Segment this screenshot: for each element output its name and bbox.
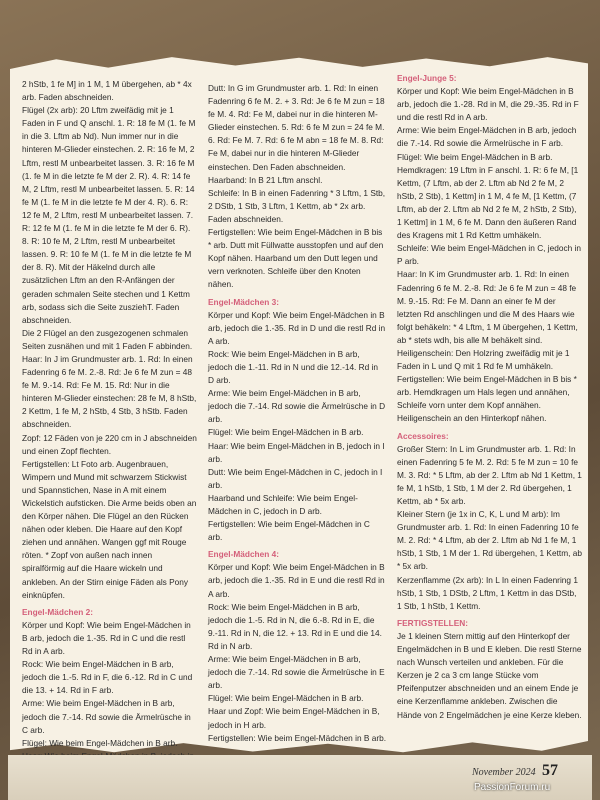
paragraph	[208, 601, 386, 653]
paragraph	[397, 508, 582, 573]
section-heading	[397, 617, 582, 630]
paragraph-text: Körper und Kopf: Wie beim Engel-Mädchen in B arb, jedoch die 1.-35. Rd in C und die restl Rd in A arb.	[22, 619, 191, 657]
section-heading	[397, 430, 582, 443]
paragraph	[208, 226, 386, 291]
section-heading	[397, 72, 582, 85]
section-heading-text: Accessoires:	[397, 430, 449, 441]
paragraph-text: Die 2 Flügel an den zusgezogenen schmalen Seiten zusnähen und mit 1 Faden F abbinden.	[22, 327, 193, 351]
paragraph-text: Flügel (2x arb): 20 Lftm zweifädig mit je 1 Faden in F und Q anschl. 1. R: 18 fe M (1. fe M in die 3. Lftm ab Nd). Nun immer nur in die hinteren M-Glieder einstechen. 2. R: 16 fe M, 2 Lftm, restl M unbearbeitet lassen. 3. R: 16 fe M (1. fe M in die letzte fe M der 2. R). 4. R: 14 fe M, 2 Lftm, restl M unbearbeitet lassen. 5. R: 14 fe M (1. fe M in die letzte fe M der 4. R). 6. R: 12 fe M, 2 Lftm, restl M unbearbeitet lassen. 7. R: 12 fe M (1. fe M in die letzte fe M der 6. R). 8. R: 10 fe M, 2 Lftm, restl M unbearbeitet lassen. 9. R: 10 fe M (1. fe M in die letzte fe M der 8. R). Mit der Häkelnd durch alle zusätzlichen Lftm an den R-Anfängen der geraden schmalen Seite stechen und 1 Kettm arb, sodass sich die Seite zusziehT. Faden abschneiden.	[22, 105, 196, 325]
paragraph	[397, 443, 582, 508]
paragraph-text: Fertigstellen: Wie beim Engel-Mädchen in B arb.	[208, 732, 387, 743]
paragraph	[208, 174, 386, 187]
paragraph	[22, 432, 197, 458]
paragraph-text: Körper und Kopf: Wie beim Engel-Mädchen in B arb, jedoch die 1.-35. Rd in E und die restl Rd in A arb.	[208, 562, 385, 599]
paragraph-text: Fertigstellen: Wie beim Engel-Mädchen in B bis * arb. Dutt mit Füllwatte ausstopfen und auf den Kopf nähen. Haarband um den Dutt legen und vern verknoten. Schleife über den Knoten nähen.	[208, 227, 384, 290]
paragraph	[397, 242, 582, 268]
paragraph	[397, 85, 582, 124]
paragraph	[208, 732, 386, 745]
paragraph-text: Rock: Wie beim Engel-Mädchen in B arb, jedoch die 1.-5. Rd in N, die 6.-8. Rd in E, die 9.-11. Rd in N, die 12. + 13. Rd in E und die 14. Rd in N arb.	[208, 601, 382, 651]
paragraph-text: Rock: Wie beim Engel-Mädchen in B arb, jedoch die 1.-5. Rd in F, die 6.-12. Rd in C und die 13. + 14. Rd in F arb.	[22, 659, 193, 696]
paragraph	[22, 619, 197, 658]
paragraph	[397, 164, 582, 243]
paragraph	[397, 151, 582, 164]
paragraph	[22, 353, 197, 432]
paragraph-text: Schleife: In B in einen Fadenring * 3 Lftm, 1 Stb, 2 DStb, 1 Stb, 3 Lftm, 1 Kettm, ab * 2x arb. Faden abschneiden.	[208, 187, 386, 224]
paragraph-text: Kleiner Stern (je 1x in C, K, L und M arb): Im Grundmuster arb. 1. Rd: In einen Fadenring 10 fe M. 2. Rd: * 4 Lftm, ab der 2. Lftm ab Nd 1 fe M, 1 hStb, 1 Stb, 1 M der 1. Rd übergehen, 1 Kettm, ab * 5x arb.	[397, 509, 582, 572]
paragraph	[397, 574, 582, 613]
paragraph-text: Zopf: 12 Fäden von je 220 cm in J abschneiden und einen Zopf flechten.	[22, 432, 197, 456]
paragraph	[22, 78, 197, 104]
paragraph-text: Flügel: Wie beim Engel-Mädchen in B arb.	[208, 693, 364, 704]
paragraph-text: Je 1 kleinen Stern mittig auf den Hinterkopf der Engelmädchen in B und E kleben. Die restl Sterne nach Wunsch verteilen und ankleben. Für die Kerzen je 2 ca 3 cm lange Stücke vom Pfeifenputzer abschneiden und an einem Ende je eine Kerzenflamme ankleben. Zwischen die Hände von 2 Engelmädchen je eine Kerze kleben.	[397, 630, 582, 720]
paragraph-text: Fertigstellen: Wie beim Engel-Mädchen in B bis * arb. Hemdkragen um Hals legen und annähen, Schleife vorn unter dem Kopf annähen. Heiligenschein an den Hinterkopf nähen.	[397, 374, 577, 424]
section-heading-text: FERTIGSTELLEN:	[397, 617, 468, 628]
section-heading	[22, 606, 197, 619]
page-number: 57	[542, 762, 558, 779]
paragraph	[208, 440, 386, 466]
paragraph-text: Heiligenschein: Den Holzring zweifädig mit je 1 Faden in L und Q mit 1 Rd fe M umhäkeln.	[397, 347, 570, 372]
text-columns	[22, 73, 582, 748]
section-heading-text: Engel-Mädchen 4:	[208, 549, 279, 560]
paragraph	[22, 697, 197, 736]
paragraph-text: Fertigstellen: Wie beim Engel-Mädchen in C arb.	[208, 519, 370, 543]
section-heading-text: Engel-Junge 5:	[397, 73, 457, 83]
paragraph	[208, 466, 386, 492]
paragraph-text: Körper und Kopf: Wie beim Engel-Mädchen in B arb, jedoch die 1.-35. Rd in D und die restl Rd in A arb.	[208, 309, 386, 346]
paragraph-text: Haar und Zopf: Wie beim Engel-Mädchen in B, jedoch in H arb.	[208, 706, 380, 730]
paragraph-text: Arme: Wie beim Engel-Mädchen in B arb, jedoch die 7.-14. Rd sowie die Ärmelrüsche in C arb.	[22, 698, 191, 735]
watermark: PassionForum.ru	[474, 782, 551, 793]
paragraph-text: Dutt: In G im Grundmuster arb. 1. Rd: In einen Fadenring 6 fe M. 2. + 3. Rd: Je 6 fe M zun = 18 fe M. 4. Rd: Fe M, dabei nur in die hinteren M-Glieder einstechen. 5. Rd: 6 fe M zun = 24 fe M. 6. Rd: Fe M. 7. Rd: 6 fe M abn = 18 fe M. 8. Rd: Fe M, dabei nur in die hinteren M-Glieder einstechen. Den Faden abschneiden.	[208, 83, 385, 172]
paragraph	[208, 492, 386, 518]
column-2	[208, 82, 386, 745]
paragraph	[22, 458, 197, 602]
column-3	[397, 68, 582, 722]
paragraph	[397, 268, 582, 347]
paragraph-text: Arme: Wie beim Engel-Mädchen in B arb, jedoch die 7.-14. Rd sowie die Ärmelrüsche in E arb.	[208, 654, 385, 691]
paragraph-text: Arme: Wie beim Engel-Mädchen in B arb, jedoch die 7.-14. Rd sowie die Ärmelrüsche in F arb.	[397, 125, 577, 149]
paragraph	[22, 737, 197, 750]
section-heading-text: Engel-Mädchen 3:	[208, 296, 279, 307]
column-1	[22, 78, 197, 776]
paragraph-text: Rock: Wie beim Engel-Mädchen in B arb, jedoch die 1.-11. Rd in N und die 12.-14. Rd in D arb.	[208, 348, 379, 386]
paragraph-text: Haar: Wie beim Engel-Mädchen in B, jedoch in I arb.	[208, 440, 385, 464]
paragraph-text: Flügel: Wie beim Engel-Mädchen in B arb.	[397, 151, 553, 162]
paragraph	[397, 124, 582, 150]
paragraph-text: Haar: In J im Grundmuster arb. 1. Rd: In einen Fadenring 6 fe M. 2.-8. Rd: Je 6 fe M zun = 48 fe M. 9.-14. Rd: Fe M. 15. Rd: Nur in die hinteren M-Glieder einstechen: 28 fe M, 8 hStb, 2 Kettm, 1 fe M, 2 hStb, 4 Stb, 3 hStb. Faden abschneiden.	[22, 353, 197, 430]
paragraph-text: Großer Stern: In L im Grundmuster arb. 1. Rd: In einen Fadenring 5 fe M. 2. Rd: 5 fe M zun = 10 fe M. 3. Rd: * 5 Lftm, ab der 2. Lftm ab Nd 1 Kettm, 1 fe M, 1 hStb, 1 Stb, 1 M der 2. Rd übergehen, 1 Kettm, ab * 5x arb.	[397, 443, 582, 506]
paragraph	[397, 373, 582, 425]
paragraph	[22, 104, 197, 327]
paragraph-text: Flügel: Wie beim Engel-Mädchen in B arb.	[22, 737, 178, 748]
paragraph-text: Haarband: In B 21 Lftm anschl.	[208, 174, 323, 185]
section-heading	[208, 548, 386, 561]
paragraph	[208, 82, 386, 174]
paragraph	[208, 387, 386, 426]
paragraph	[208, 692, 386, 705]
paragraph-text: Hemdkragen: 19 Lftm in F anschl. 1. R: 6 fe M, [1 Kettm, (7 Lftm, ab der 2. Lftm ab Nd 2 fe M, 2 hStb, 2 Stb), 1 Kettm] in 1 M, 4 fe M, [1 Kettm, (7 Lftm, ab der 2. Lftm ab Nd 2 fe M, 2 hStb, 2 Stb), 1 Kettm] in 1 M, 6 fe M. Dann den äußeren Rand des Kragens mit 1 Rd Kettm umhäkeln.	[397, 164, 579, 241]
paragraph	[208, 187, 386, 226]
paragraph	[208, 705, 386, 731]
paragraph	[208, 309, 386, 348]
paragraph-text: Haarband und Schleife: Wie beim Engel-Mädchen in C, jedoch in D arb.	[208, 492, 358, 516]
paragraph-text: Kerzenflamme (2x arb): In L In einen Fadenring 1 hStb, 1 Stb, 1 DStb, 2 Lftm, 1 Kettm in das DStb, 1 Stb, 1 hStb, 1 Kettm.	[397, 574, 578, 611]
paragraph-text: Körper und Kopf: Wie beim Engel-Mädchen in B arb, jedoch die 1.-28. Rd in M, die 29.-35. Rd in F und die restl Rd in A arb.	[397, 86, 579, 123]
paragraph-text: Arme: Wie beim Engel-Mädchen in B arb, jedoch die 7.-14. Rd sowie die Ärmelrüsche in D arb.	[208, 388, 386, 425]
section-heading	[208, 296, 386, 309]
paragraph	[22, 327, 197, 353]
paragraph	[208, 561, 386, 600]
paragraph-text: Haar: In K im Grundmuster arb. 1. Rd: In einen Fadenring 6 fe M. 2.-8. Rd: Je 6 fe M zun = 48 fe M. 9.-15. Rd: Fe M. Dann an einer fe M der letzten Rd anschlingen und die M des Haars wie folgt behäkeln: * 4 Lftm, 1 M übergehen, 1 Kettm, ab * stets wdh, bis alle M behäkelt sind.	[397, 269, 578, 345]
paragraph-text: Schleife: Wie beim Engel-Mädchen in C, jedoch in P arb.	[397, 243, 582, 267]
paragraph	[208, 518, 386, 544]
paragraph	[208, 426, 386, 439]
paragraph	[208, 653, 386, 692]
paragraph-text: Flügel: Wie beim Engel-Mädchen in B arb.	[208, 427, 364, 438]
paragraph	[397, 347, 582, 373]
paragraph	[397, 630, 582, 722]
paragraph-text: 2 hStb, 1 fe M] in 1 M, 1 M übergehen, ab * 4x arb. Faden abschneiden.	[22, 79, 192, 103]
paragraph	[22, 658, 197, 697]
section-heading-text: Engel-Mädchen 2:	[22, 606, 93, 617]
paragraph-text: Fertigstellen: Lt Foto arb. Augenbrauen, Wimpern und Mund mit schwarzem Stickwist und Spannstichen, Nase in A mit einem Wickelstich aufsticken. Die Arme beids oben an den Körper nähen. Die Flügel an den Rücken nähen oder kleben. Die Haare auf den Kopf ziehen und annähen. Wangen ggf mit Rouge röten. * Zopf von außen nach innen spiralförmig auf die Haare wickeln und ankleben. An der Stirn einige Fäden als Pony einknüpfen.	[22, 458, 197, 600]
footer-date: November 2024	[472, 767, 536, 778]
paragraph	[208, 348, 386, 387]
paragraph-text: Dutt: Wie beim Engel-Mädchen in C, jedoch in I arb.	[208, 466, 383, 490]
